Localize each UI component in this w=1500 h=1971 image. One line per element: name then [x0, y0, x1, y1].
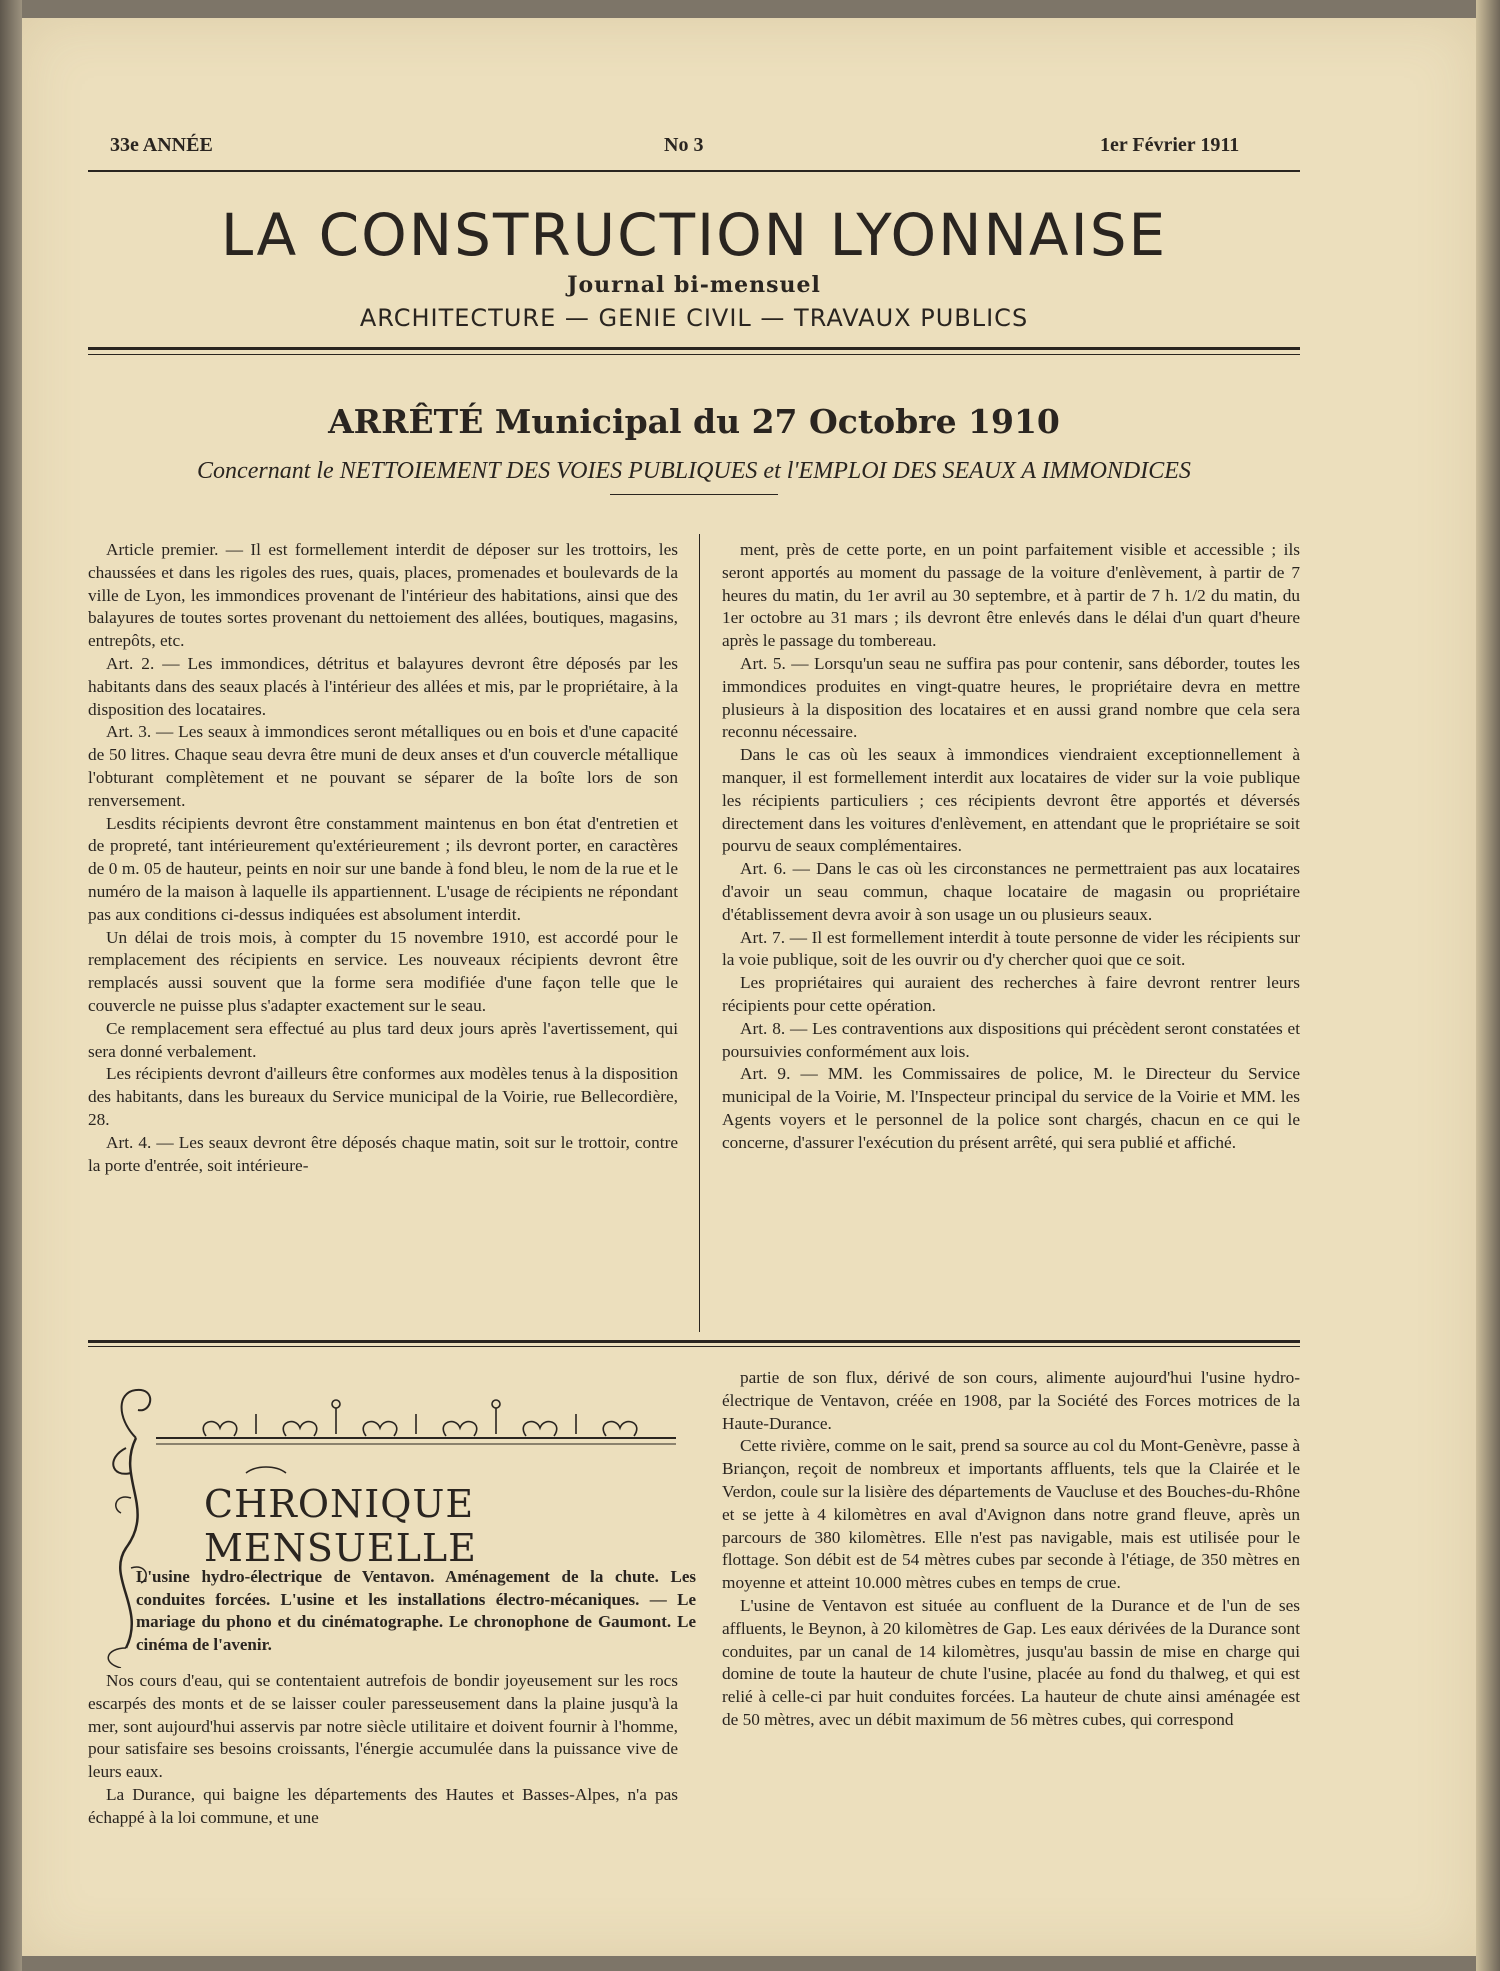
section-rule-bottom: [88, 1346, 1300, 1347]
journal-title: LA CONSTRUCTION LYONNAISE: [220, 201, 1168, 269]
header-double-rule-top: [88, 347, 1300, 350]
paragraph: Nos cours d'eau, qui se contentaient autrefois de bondir joyeusement sur les rocs escarpés des monts et de se laisser couler paresseusement dans la plaine jusqu'à la mer, sont aujourd'hui asservis par notre siècle utilitaire et doivent fournir à l'homme, pour satisfaire ses besoins croissants, l'énergie accumulée dans la puissance vive de leurs eaux.: [88, 1671, 678, 1782]
paragraph: Art. 7. — Il est formellement interdit à toute personne de vider les récipients sur la voie publique, soit de les ouvrir ou d'y chercher quoi que ce soit.: [722, 927, 1300, 970]
arrete-column-left: [88, 539, 678, 1177]
paragraph: Art. 9. — MM. les Commissaires de police, M. le Directeur du Service municipal de la Voirie, M. l'Inspecteur principal du service de la Voirie et MM. les Agents voyers et le personnel de la police sont chargés, chacun en ce qui le concerne, d'assurer l'exécution du présent arrêté, qui sera publié et affiché.: [722, 1064, 1300, 1152]
book-spine: [0, 0, 22, 1971]
chronique-title: CHRONIQUE MENSUELLE: [204, 1482, 477, 1570]
paragraph: Ce remplacement sera effectué au plus tard deux jours après l'avertissement, qui sera donné verbalement.: [88, 1018, 678, 1061]
issue-date: 1er Février 1911: [1100, 134, 1240, 156]
paragraph: Les propriétaires qui auraient des recherches à faire devront rentrer leurs récipients pour cette opération.: [722, 973, 1300, 1015]
paragraph: Art. 5. — Lorsqu'un seau ne suffira pas pour contenir, sans déborder, toutes les immondices produites en vingt-quatre heures, le propriétaire devra en mettre plusieurs à la disposition des locataires et en aussi grand nombre que cela sera reconnu nécessaire.: [722, 653, 1300, 742]
top-rule: [88, 170, 1300, 172]
page-edge: [1476, 0, 1500, 1971]
paragraph: partie de son flux, dérivé de son cours, alimente aujourd'hui l'usine hydro-électrique de Ventavon, créée en 1908, par la Société des Forces motrices de la Haute-Durance.: [722, 1368, 1300, 1433]
paragraph: Un délai de trois mois, à compter du 15 novembre 1910, est accordé pour le remplacement des récipients en service. Les nouveaux récipients devront être remplacés aussi souvent que la forme sera modifiée d'une façon telle que le couvercle ne puisse plus s'adapter exactement sur le seau.: [88, 927, 678, 1015]
chronique-summary: L'usine hydro-électrique de Ventavon. Aménagement de la chute. Les conduites forcées. L'usine et les installations électro-mécaniques. — Le mariage du phono et du cinématographe. Le chronophone de Gaumont. Le cinéma de l'avenir.: [136, 1567, 696, 1654]
paragraph: Dans le cas où les seaux à immondices viendraient exceptionnellement à manquer, il est formellement interdit aux locataires de vider sur la voie publique les récipients particuliers ; ces récipients devront être apportés et déversés directement dans les voitures d'enlèvement, en attendant que le propriétaire se soit pourvu de seaux complémentaires.: [722, 745, 1300, 856]
journal-page: [22, 18, 1476, 1956]
paragraph: Les récipients devront d'ailleurs être conformes aux modèles tenus à la disposition des habitants, dans les bureaux du Service municipal de la Voirie, rue Bellecordière, 28.: [88, 1064, 678, 1129]
chronique-column-right: [722, 1367, 1300, 1732]
paragraph: Lesdits récipients devront être constamment maintenus en bon état d'entretien et de propreté, tant intérieurement qu'extérieurement ; ils devront porter, en caractères de 0 m. 05 de hauteur, peints en noir sur une bande à fond bleu, le nom de la rue et le numéro de la maison à laquelle ils appartiennent. L'usage de récipients ne répondant pas aux conditions ci-dessus indiquées est absolument interdit.: [88, 813, 678, 924]
journal-tagline: ARCHITECTURE — GENIE CIVIL — TRAVAUX PUBLICS: [359, 304, 1029, 332]
paragraph: Art. 4. — Les seaux devront être déposés chaque matin, soit sur le trottoir, contre la porte d'entrée, soit intérieure-: [88, 1132, 678, 1175]
paragraph: Art. 3. — Les seaux à immondices seront métalliques ou en bois et d'une capacité de 50 litres. Chaque seau devra être muni de deux anses et d'un couvercle métallique l'obturant complètement et ne pouvant se séparer de la boîte lors de son renversement.: [88, 722, 678, 810]
title-underline: [610, 494, 778, 495]
paragraph: Art. 2. — Les immondices, détritus et balayures devront être déposés par les habitants dans des seaux placés à l'intérieur des allées et mis, par le propriétaire, à la disposition des locataires.: [88, 653, 678, 719]
chronique-header-ornament: [96, 1378, 696, 1668]
arrete-subtitle: Concernant le NETTOIEMENT DES VOIES PUBLIQUES et l'EMPLOI DES SEAUX A IMMONDICES: [197, 458, 1191, 484]
section-rule-top: [88, 1340, 1300, 1343]
column-divider: [699, 534, 700, 1332]
arrete-column-right: [722, 539, 1300, 1155]
year-label: 33e ANNÉE: [110, 134, 213, 156]
paragraph: Art. 6. — Dans le cas où les circonstances ne permettraient pas aux locataires d'avoir un seau commun, chaque locataire de magasin ou propriétaire d'établissement devra avoir à son usage un ou plusieurs seaux.: [722, 859, 1300, 924]
paragraph: ment, près de cette porte, en un point parfaitement visible et accessible ; ils seront apportés au moment du passage de la voiture d'enlèvement, à partir de 7 heures du matin, du 1er avril au 30 septembre, et à partir de 7 h. 1/2 du matin, du 1er octobre au 31 mars ; ils devront être enlevés dans le délai d'un quart d'heure après le passage du tombereau.: [722, 540, 1300, 651]
header-double-rule-bottom: [88, 354, 1300, 355]
chronique-column-left: [88, 1670, 678, 1830]
paragraph: Cette rivière, comme on le sait, prend sa source au col du Mont-Genèvre, passe à Briançon, reçoit de nombreux et importants affluents, tels que la Clairée et le Verdon, coule sur la lisière des départements de Vaucluse et des Bouches-du-Rhône et se jette à 4 kilomètres en aval d'Avignon dans notre grand fleuve, après un parcours de 380 kilomètres. Elle n'est pas navigable, mais est utilisée pour le flottage. Son débit est de 54 mètres cubes par seconde à l'étiage, de 350 mètres en moyenne et atteint 10.000 mètres cubes en temps de crue.: [722, 1436, 1301, 1593]
paragraph: Article premier. — Il est formellement interdit de déposer sur les trottoirs, les chaussées et dans les rigoles des rues, quais, places, promenades et boulevards de la ville de Lyon, les immondices provenant de l'intérieur des habitations, ainsi que des balayures de toutes sortes provenant du nettoiement des allées, boutiques, magasins, entrepôts, etc.: [88, 540, 678, 651]
paragraph: Art. 8. — Les contraventions aux dispositions qui précèdent seront constatées et poursuivies conformément aux lois.: [722, 1018, 1300, 1061]
masthead-row: [88, 134, 1300, 164]
ornament-border-icon: [96, 1378, 696, 1488]
paragraph: L'usine de Ventavon est située au confluent de la Durance et de l'un de ses affluents, le Beynon, à 20 kilomètres de Gap. Les eaux dérivées de la Durance sont conduites, par un canal de 14 kilomètres, jusqu'au bassin de mise en charge qui domine de toute la hauteur de chute l'usine, placée au fond du thalweg, et qui est relié à celle-ci par huit conduites forcées. La hauteur de chute ainsi aménagée est de 50 mètres, avec un débit maximum de 56 mètres cubes, qui correspond: [722, 1595, 1300, 1729]
journal-subtitle: Journal bi-mensuel: [567, 272, 821, 298]
paragraph: La Durance, qui baigne les départements des Hautes et Basses-Alpes, n'a pas échappé à la loi commune, et une: [88, 1784, 678, 1827]
issue-number: No 3: [664, 134, 704, 156]
arrete-title: ARRÊTÉ Municipal du 27 Octobre 1910: [328, 402, 1060, 441]
